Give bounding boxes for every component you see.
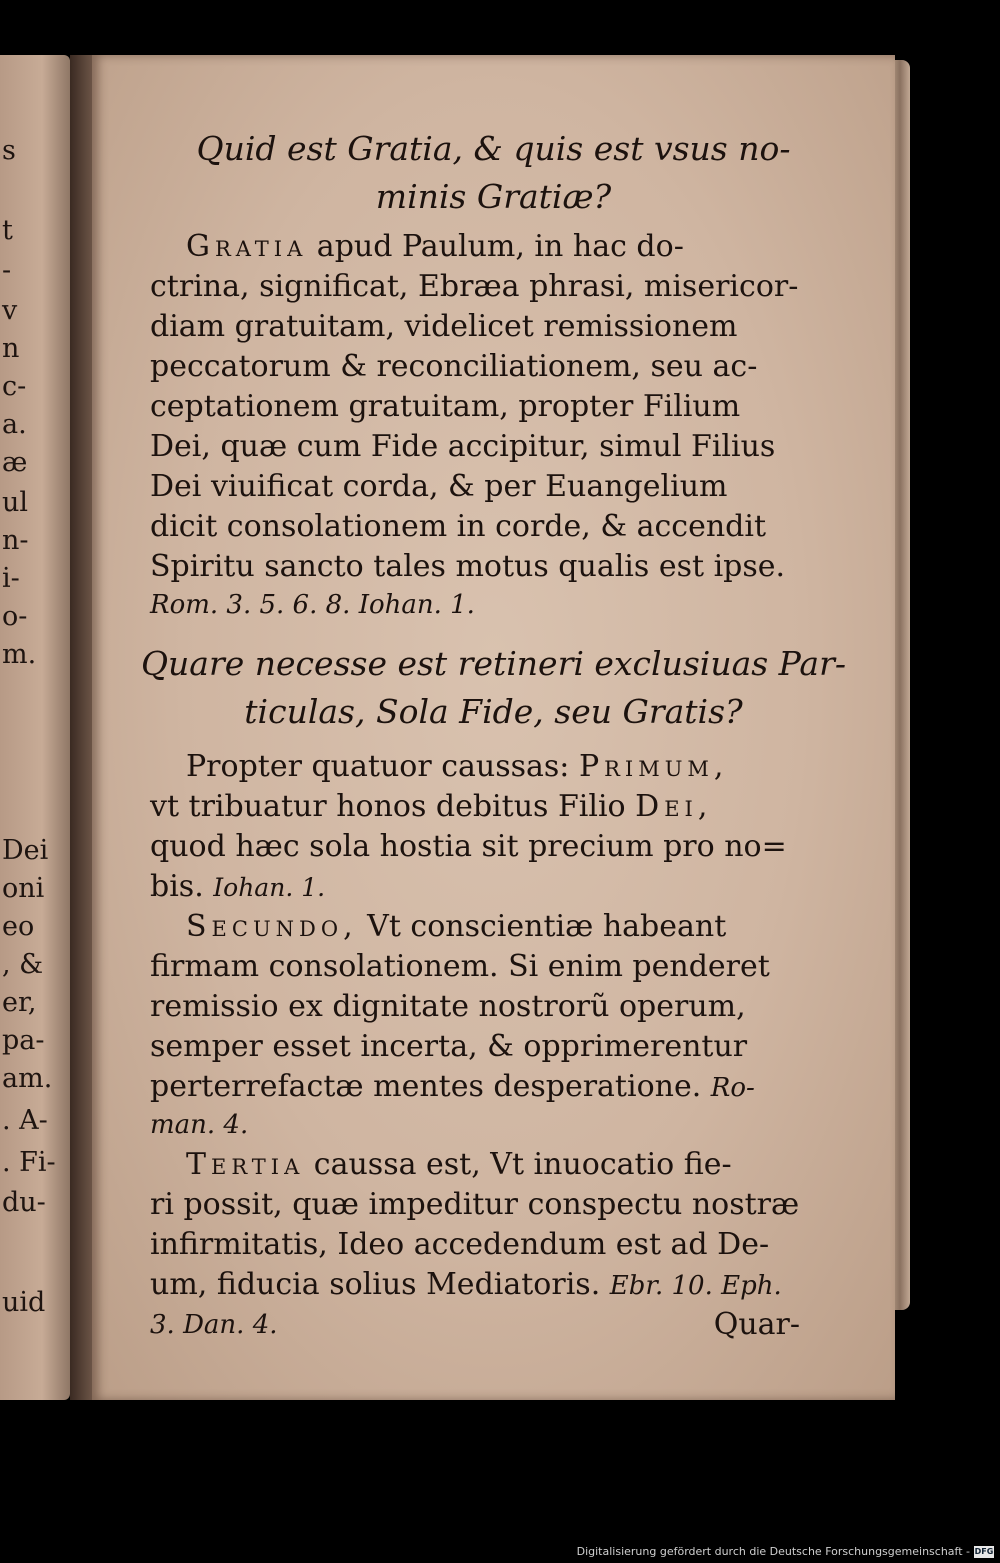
- left-fragment: ul: [2, 487, 29, 518]
- left-fragment: -: [2, 255, 12, 286]
- text-run: caussa est, Vt inuocatio fie-: [304, 1147, 732, 1182]
- text-line: Spiritu sancto tales motus qualis est ipse.: [150, 549, 786, 584]
- text-run: Vt conscientiæ habeant: [357, 909, 727, 944]
- scripture-reference: Rom. 3. 5. 6. 8. Iohan. 1.: [150, 590, 475, 620]
- left-fragment: er,: [2, 987, 37, 1018]
- text-line: [150, 867, 325, 908]
- left-fragment: , &: [2, 949, 44, 980]
- text-run: perterrefactæ mentes desperatione.: [150, 1069, 711, 1104]
- left-fragment: æ: [2, 447, 28, 478]
- text-line: diam gratuitam, videlicet remissionem: [150, 309, 738, 344]
- left-fragment: am.: [2, 1063, 53, 1094]
- section-heading: [92, 125, 895, 221]
- heading-line: Quare necesse est retineri exclusiuas Par-: [141, 644, 846, 683]
- text-run: apud Paulum, in hac do-: [307, 229, 684, 264]
- text-line: dicit consolationem in corde, & accendit: [150, 509, 767, 544]
- scripture-reference: Iohan. 1.: [213, 873, 326, 902]
- left-fragment: s: [2, 135, 16, 166]
- left-fragment: du-: [2, 1187, 46, 1218]
- scripture-reference: Ro-: [710, 1073, 755, 1103]
- text-line: infirmitatis, Ideo accedendum est ad De-: [150, 1227, 770, 1262]
- left-fragment: t: [2, 215, 13, 246]
- left-page-fragment: [0, 55, 70, 1400]
- ordinal-word: Primum,: [578, 749, 729, 784]
- emphasis-word: Dei,: [635, 789, 713, 824]
- scripture-reference: 3. Dan. 4.: [150, 1310, 278, 1340]
- text-line: [150, 787, 712, 827]
- scripture-reference: Ebr. 10. Eph.: [609, 1271, 782, 1301]
- left-fragment: v: [2, 295, 18, 326]
- heading-line: minis Gratiæ?: [375, 177, 612, 216]
- left-fragment: i-: [2, 563, 20, 594]
- text-line: peccatorum & reconciliationem, seu ac-: [150, 349, 758, 384]
- book-page: [92, 55, 895, 1400]
- text-line: [150, 1067, 755, 1108]
- text-run: bis.: [150, 869, 214, 904]
- ordinal-word: Tertia: [186, 1147, 305, 1182]
- text-line: quod hæc sola hostia sit precium pro no=: [150, 829, 787, 864]
- heading-line: ticulas, Sola Fide, seu Gratis?: [244, 692, 743, 731]
- text-line: remissio ex dignitate nostrorũ operum,: [150, 989, 746, 1024]
- book-gutter: [70, 55, 92, 1400]
- heading-line: Quid est Gratia, & quis est vsus no-: [196, 129, 791, 168]
- left-fragment: . A-: [2, 1105, 48, 1136]
- left-fragment: Dei: [2, 835, 49, 866]
- text-line: [150, 907, 726, 947]
- text-line: [150, 1265, 782, 1306]
- digitization-credit: Digitalisierung gefördert durch die Deutsche Forschungsgemeinschaft -: [576, 1545, 970, 1558]
- left-fragment: uid: [2, 1287, 46, 1318]
- text-line: [150, 747, 728, 787]
- left-fragment: pa-: [2, 1025, 45, 1056]
- text-line: firmam consolationem. Si enim penderet: [150, 949, 770, 984]
- section-heading: [92, 640, 895, 736]
- left-fragment: m.: [2, 639, 37, 670]
- left-fragment: oni: [2, 873, 45, 904]
- text-line: Dei viuificat corda, & per Euangelium: [150, 469, 728, 504]
- text-run: vt tribuatur honos debitus Filio: [150, 789, 636, 824]
- left-fragment: eo: [2, 911, 35, 942]
- text-run: Propter quatuor caussas:: [186, 749, 579, 784]
- left-fragment: n: [2, 333, 20, 364]
- ordinal-word: Secundo,: [186, 909, 358, 944]
- scripture-reference: man. 4.: [150, 1110, 249, 1140]
- text-line: [150, 227, 684, 267]
- left-fragment: n-: [2, 525, 29, 556]
- text-line: [150, 1145, 732, 1185]
- text-line: semper esset incerta, & opprimerentur: [150, 1029, 748, 1064]
- left-fragment: . Fi-: [2, 1147, 56, 1178]
- text-line: ri possit, quæ impeditur conspectu nostræ: [150, 1187, 800, 1222]
- dfg-logo: DFG: [974, 1547, 994, 1556]
- text-run: um, fiducia solius Mediatoris.: [150, 1267, 610, 1302]
- left-fragment: o-: [2, 601, 28, 632]
- lead-word: Gratia: [186, 229, 308, 264]
- left-fragment: c-: [2, 371, 27, 402]
- text-line: Dei, quæ cum Fide accipitur, simul Filius: [150, 429, 776, 464]
- catchword: Quar-: [713, 1307, 800, 1342]
- text-line: ctrina, significat, Ebræa phrasi, misericor-: [150, 269, 799, 304]
- left-fragment: a.: [2, 409, 27, 440]
- text-line: ceptationem gratuitam, propter Filium: [150, 389, 741, 424]
